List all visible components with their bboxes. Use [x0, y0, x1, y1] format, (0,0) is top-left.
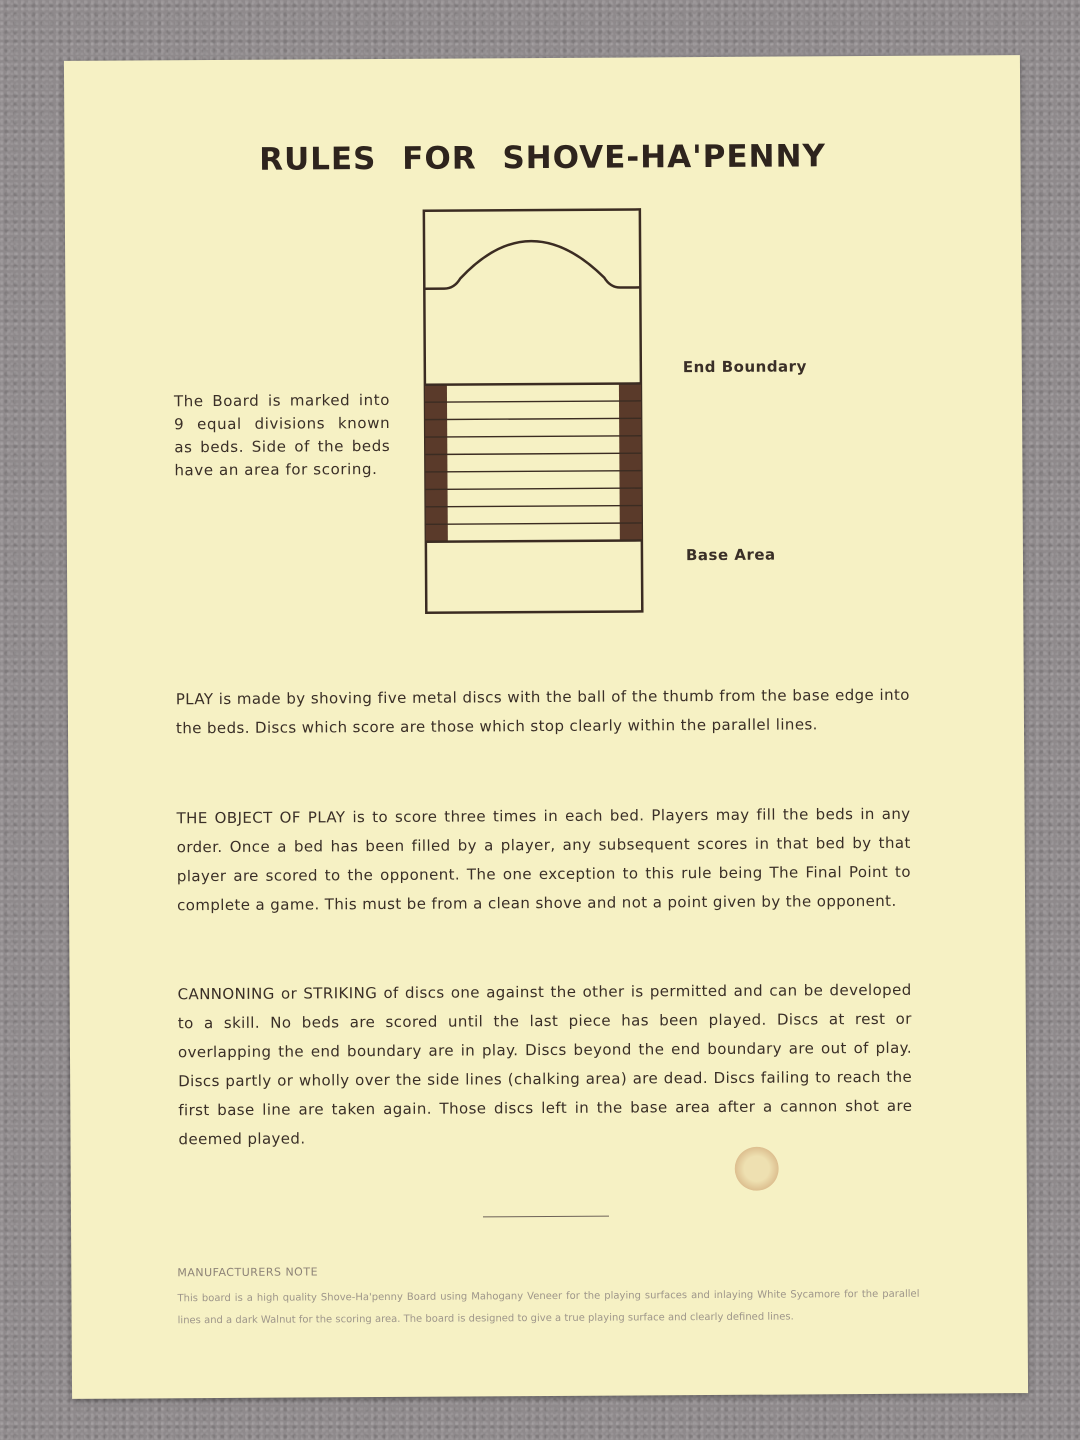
bed-line — [425, 383, 641, 384]
board-outline — [424, 209, 642, 612]
scoring-area-left — [425, 385, 448, 542]
bed-line — [425, 436, 641, 437]
cannoning-paragraph: CANNONING or STRIKING of discs one against the other is permitted and can be developed to a skill. No beds are scored until the last piece has been played. Discs at rest or overlapping the end boundary are in play. Discs beyond the end boundary are out of play. Discs partly or wholly over the side lines (chalking area) are dead. Discs failing to reach the first base line are taken again. Those discs left in the base area after a cannon shot are deemed played. — [177, 980, 913, 1149]
rules-card — [64, 55, 1028, 1399]
bed-line — [426, 506, 642, 507]
bed-line — [426, 488, 642, 489]
manufacturers-note-heading: MANUFACTURERS NOTE — [177, 1265, 319, 1280]
bed-line — [425, 401, 641, 402]
object-paragraph: THE OBJECT OF PLAY is to score three times in each bed. Players may fill the beds in any order. Once a bed has been filled by a player, any subsequent scores in that bed by that player are scored to the opponent. The one exception to this rule being The Final Point to complete a game. This must be from a clean shove and not a point given by the opponent. — [176, 804, 911, 915]
base-area-label: Base Area — [685, 545, 776, 565]
bed-line — [425, 418, 641, 419]
end-boundary-label: End Boundary — [682, 357, 807, 377]
bed-line — [425, 471, 641, 472]
page-title: RULES FOR SHOVE-HA'PENNY — [259, 138, 827, 178]
play-paragraph: PLAY is made by shoving five metal discs with the ball of the thumb from the base edge into the beds. Discs which score are those which stop clearly within the parallel lines. — [175, 685, 910, 738]
end-boundary-arch — [424, 240, 640, 288]
bed-line — [425, 453, 641, 454]
board-diagram — [420, 207, 647, 618]
bed-line — [426, 523, 642, 524]
bed-line — [426, 540, 642, 541]
scoring-area-right — [619, 383, 642, 540]
board-frame — [424, 209, 642, 612]
coffee-stain — [735, 1147, 779, 1191]
divider-line — [483, 1216, 609, 1218]
manufacturers-note-text: This board is a high quality Shove-Ha'penny Board using Mahogany Veneer for the playing surfaces and inlaying White Sycamore for the parallel lines and a dark Walnut for the scoring area. The board is designed to give a true playing surface and clearly defined lines. — [177, 1288, 920, 1327]
board-description: The Board is marked into 9 equal divisions known as beds. Side of the beds have an area for scoring. — [173, 390, 391, 480]
